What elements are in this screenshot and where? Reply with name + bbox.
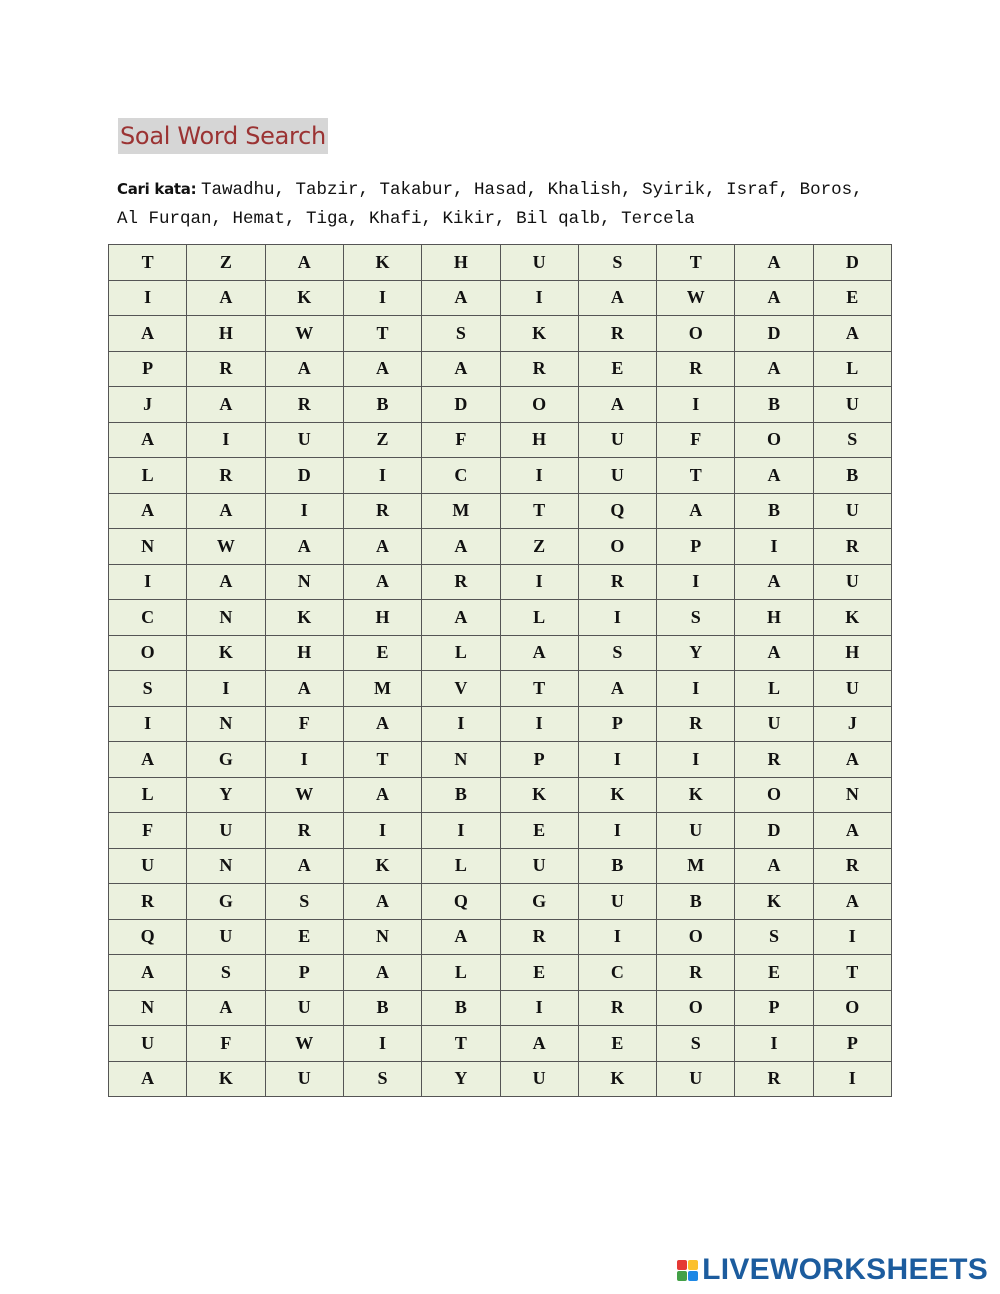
grid-cell[interactable]: K <box>578 777 656 813</box>
grid-row <box>109 671 892 707</box>
grid-cell[interactable]: Y <box>657 635 735 671</box>
grid-cell[interactable]: K <box>265 280 343 316</box>
grid-cell[interactable]: I <box>578 919 656 955</box>
grid-cell[interactable]: I <box>657 671 735 707</box>
grid-cell[interactable]: I <box>578 742 656 778</box>
grid-cell[interactable]: I <box>422 813 500 849</box>
grid-cell[interactable]: R <box>265 813 343 849</box>
grid-cell[interactable]: L <box>735 671 813 707</box>
grid-cell[interactable]: U <box>109 848 187 884</box>
grid-cell[interactable]: U <box>500 245 578 281</box>
grid-cell[interactable]: A <box>422 280 500 316</box>
grid-cell[interactable]: G <box>500 884 578 920</box>
grid-cell[interactable]: I <box>109 706 187 742</box>
grid-cell[interactable]: C <box>578 955 656 991</box>
grid-cell[interactable]: F <box>187 1026 265 1062</box>
grid-cell[interactable]: U <box>187 919 265 955</box>
grid-cell[interactable]: A <box>813 316 891 352</box>
grid-cell[interactable]: N <box>422 742 500 778</box>
grid-cell[interactable]: P <box>735 990 813 1026</box>
grid-row <box>109 387 892 423</box>
grid-cell[interactable]: I <box>500 706 578 742</box>
grid-cell[interactable]: U <box>578 884 656 920</box>
grid-cell[interactable]: A <box>343 884 421 920</box>
grid-cell[interactable]: F <box>109 813 187 849</box>
grid-cell[interactable]: O <box>578 529 656 565</box>
grid-row <box>109 990 892 1026</box>
grid-cell[interactable]: A <box>265 671 343 707</box>
grid-cell[interactable]: Q <box>578 493 656 529</box>
grid-cell[interactable]: U <box>813 564 891 600</box>
grid-cell[interactable]: K <box>735 884 813 920</box>
grid-cell[interactable]: S <box>657 600 735 636</box>
grid-cell[interactable]: P <box>265 955 343 991</box>
grid-cell[interactable]: W <box>265 316 343 352</box>
grid-cell[interactable]: S <box>187 955 265 991</box>
grid-cell[interactable]: E <box>578 1026 656 1062</box>
grid-cell[interactable]: W <box>265 1026 343 1062</box>
grid-row <box>109 245 892 281</box>
grid-cell[interactable]: A <box>265 245 343 281</box>
grid-cell[interactable]: A <box>422 600 500 636</box>
grid-cell[interactable]: I <box>657 387 735 423</box>
grid-cell[interactable]: E <box>735 955 813 991</box>
grid-cell[interactable]: I <box>500 280 578 316</box>
grid-cell[interactable]: K <box>500 777 578 813</box>
grid-cell[interactable]: O <box>735 777 813 813</box>
grid-cell[interactable]: K <box>343 245 421 281</box>
grid-cell[interactable]: W <box>265 777 343 813</box>
grid-cell[interactable]: A <box>422 351 500 387</box>
grid-cell[interactable]: A <box>109 422 187 458</box>
grid-row <box>109 742 892 778</box>
grid-cell[interactable]: U <box>578 458 656 494</box>
grid-cell[interactable]: T <box>657 245 735 281</box>
grid-cell[interactable]: A <box>500 1026 578 1062</box>
grid-cell[interactable]: R <box>578 316 656 352</box>
grid-cell[interactable]: T <box>343 316 421 352</box>
grid-cell[interactable]: I <box>343 280 421 316</box>
grid-cell[interactable]: T <box>343 742 421 778</box>
grid-cell[interactable]: U <box>813 387 891 423</box>
grid-cell[interactable]: I <box>735 1026 813 1062</box>
grid-cell[interactable]: R <box>657 706 735 742</box>
grid-cell[interactable]: A <box>265 529 343 565</box>
grid-row <box>109 280 892 316</box>
word-list-line-1: Tawadhu, Tabzir, Takabur, Hasad, Khalish, Syirik, Israf, Boros, <box>201 180 863 200</box>
grid-cell[interactable]: H <box>735 600 813 636</box>
grid-cell[interactable]: I <box>735 529 813 565</box>
grid-row <box>109 316 892 352</box>
grid-cell[interactable]: J <box>109 387 187 423</box>
grid-cell[interactable]: A <box>578 280 656 316</box>
grid-row <box>109 919 892 955</box>
grid-cell[interactable]: A <box>735 351 813 387</box>
brand-footer <box>677 1252 988 1288</box>
grid-row <box>109 813 892 849</box>
grid-cell[interactable]: L <box>500 600 578 636</box>
grid-cell[interactable]: A <box>109 955 187 991</box>
grid-cell[interactable]: A <box>813 884 891 920</box>
grid-row <box>109 706 892 742</box>
grid-cell[interactable]: B <box>422 990 500 1026</box>
grid-cell[interactable]: U <box>187 813 265 849</box>
grid-cell[interactable]: A <box>109 1061 187 1097</box>
grid-cell[interactable]: T <box>657 458 735 494</box>
grid-row <box>109 1061 892 1097</box>
grid-cell[interactable]: G <box>187 884 265 920</box>
grid-cell[interactable]: A <box>343 955 421 991</box>
grid-row <box>109 955 892 991</box>
grid-cell[interactable]: A <box>578 671 656 707</box>
grid-row <box>109 458 892 494</box>
grid-cell[interactable]: O <box>500 387 578 423</box>
grid-cell[interactable]: U <box>265 1061 343 1097</box>
grid-cell[interactable]: H <box>265 635 343 671</box>
grid-cell[interactable]: A <box>343 351 421 387</box>
grid-cell[interactable]: I <box>813 919 891 955</box>
grid-cell[interactable]: V <box>422 671 500 707</box>
grid-cell[interactable]: R <box>657 351 735 387</box>
grid-cell[interactable]: R <box>187 458 265 494</box>
grid-cell[interactable]: B <box>343 990 421 1026</box>
grid-cell[interactable]: A <box>735 635 813 671</box>
page-title: Soal Word Search <box>118 118 328 154</box>
grid-cell[interactable]: A <box>187 387 265 423</box>
grid-cell[interactable]: A <box>187 564 265 600</box>
grid-cell[interactable]: R <box>657 955 735 991</box>
grid-cell[interactable]: U <box>265 990 343 1026</box>
grid-cell[interactable]: L <box>422 635 500 671</box>
grid-cell[interactable]: M <box>343 671 421 707</box>
grid-cell[interactable]: K <box>343 848 421 884</box>
grid-cell[interactable]: M <box>422 493 500 529</box>
grid-cell[interactable]: R <box>422 564 500 600</box>
grid-cell[interactable]: S <box>578 245 656 281</box>
grid-cell[interactable]: B <box>657 884 735 920</box>
instructions <box>117 175 917 233</box>
grid-cell[interactable]: I <box>422 706 500 742</box>
grid-cell[interactable]: A <box>109 742 187 778</box>
grid-cell[interactable]: K <box>265 600 343 636</box>
grid-cell[interactable]: R <box>187 351 265 387</box>
grid-cell[interactable]: N <box>265 564 343 600</box>
grid-cell[interactable]: U <box>500 848 578 884</box>
grid-cell[interactable]: I <box>578 813 656 849</box>
grid-row <box>109 884 892 920</box>
grid-row <box>109 600 892 636</box>
grid-cell[interactable]: P <box>657 529 735 565</box>
grid-cell[interactable]: A <box>578 387 656 423</box>
grid-cell[interactable]: I <box>343 458 421 494</box>
grid-row <box>109 848 892 884</box>
grid-row <box>109 351 892 387</box>
grid-cell[interactable]: A <box>109 316 187 352</box>
grid-cell[interactable]: S <box>343 1061 421 1097</box>
grid-cell[interactable]: A <box>422 529 500 565</box>
grid-cell[interactable]: T <box>813 955 891 991</box>
grid-cell[interactable]: I <box>187 422 265 458</box>
grid-cell[interactable]: Z <box>343 422 421 458</box>
grid-cell[interactable]: A <box>343 529 421 565</box>
grid-row <box>109 777 892 813</box>
grid-cell[interactable]: L <box>109 458 187 494</box>
grid-cell[interactable]: H <box>343 600 421 636</box>
grid-cell[interactable]: B <box>422 777 500 813</box>
grid-cell[interactable]: S <box>109 671 187 707</box>
grid-cell[interactable]: O <box>657 316 735 352</box>
grid-cell[interactable]: E <box>265 919 343 955</box>
grid-cell[interactable]: D <box>735 316 813 352</box>
grid-cell[interactable]: Q <box>109 919 187 955</box>
grid-cell[interactable]: R <box>813 848 891 884</box>
grid-cell[interactable]: Z <box>500 529 578 565</box>
grid-row <box>109 635 892 671</box>
grid-cell[interactable]: I <box>657 742 735 778</box>
grid-cell[interactable]: K <box>187 1061 265 1097</box>
grid-cell[interactable]: A <box>343 777 421 813</box>
grid-cell[interactable]: G <box>187 742 265 778</box>
grid-cell[interactable]: I <box>109 280 187 316</box>
grid-cell[interactable]: D <box>735 813 813 849</box>
brand-wordmark: LIVEWORKSHEETS <box>702 1253 988 1286</box>
grid-cell[interactable]: A <box>735 280 813 316</box>
grid-cell[interactable]: I <box>187 671 265 707</box>
grid-cell[interactable]: E <box>500 955 578 991</box>
grid-cell[interactable]: I <box>500 564 578 600</box>
grid-cell[interactable]: N <box>109 990 187 1026</box>
grid-cell[interactable]: A <box>735 245 813 281</box>
grid-cell[interactable]: U <box>813 671 891 707</box>
grid-cell[interactable]: S <box>265 884 343 920</box>
grid-cell[interactable]: I <box>343 813 421 849</box>
grid-cell[interactable]: T <box>500 493 578 529</box>
grid-cell[interactable]: N <box>109 529 187 565</box>
grid-cell[interactable]: F <box>657 422 735 458</box>
grid-cell[interactable]: U <box>109 1026 187 1062</box>
grid-cell[interactable]: O <box>735 422 813 458</box>
grid-cell[interactable]: I <box>265 742 343 778</box>
grid-cell[interactable]: U <box>265 422 343 458</box>
grid-row <box>109 493 892 529</box>
grid-cell[interactable]: L <box>422 955 500 991</box>
grid-cell[interactable]: A <box>657 493 735 529</box>
grid-cell[interactable]: W <box>187 529 265 565</box>
grid-row <box>109 1026 892 1062</box>
grid-cell[interactable]: S <box>422 316 500 352</box>
grid-cell[interactable]: Y <box>422 1061 500 1097</box>
grid-cell[interactable]: N <box>187 848 265 884</box>
grid-cell[interactable]: I <box>500 458 578 494</box>
grid-cell[interactable]: N <box>813 777 891 813</box>
grid-cell[interactable]: H <box>813 635 891 671</box>
grid-cell[interactable]: Q <box>422 884 500 920</box>
grid-cell[interactable]: T <box>422 1026 500 1062</box>
grid-cell[interactable]: R <box>813 529 891 565</box>
grid-cell[interactable]: A <box>343 564 421 600</box>
grid-cell[interactable]: U <box>813 493 891 529</box>
grid-cell[interactable]: R <box>735 1061 813 1097</box>
grid-cell[interactable]: A <box>265 848 343 884</box>
grid-cell[interactable]: A <box>735 848 813 884</box>
grid-cell[interactable]: L <box>109 777 187 813</box>
grid-cell[interactable]: U <box>500 1061 578 1097</box>
grid-cell[interactable]: F <box>422 422 500 458</box>
grid-cell[interactable]: I <box>813 1061 891 1097</box>
grid-cell[interactable]: H <box>187 316 265 352</box>
grid-cell[interactable]: P <box>813 1026 891 1062</box>
grid-cell[interactable]: R <box>109 884 187 920</box>
grid-cell[interactable]: P <box>578 706 656 742</box>
grid-cell[interactable]: F <box>265 706 343 742</box>
grid-cell[interactable]: A <box>265 351 343 387</box>
grid-cell[interactable]: S <box>813 422 891 458</box>
grid-cell[interactable]: O <box>813 990 891 1026</box>
grid-cell[interactable]: R <box>578 564 656 600</box>
grid-cell[interactable]: N <box>187 706 265 742</box>
grid-cell[interactable]: M <box>657 848 735 884</box>
grid-cell[interactable]: K <box>813 600 891 636</box>
liveworksheets-logo-icon <box>677 1260 698 1281</box>
grid-cell[interactable]: T <box>109 245 187 281</box>
grid-cell[interactable]: D <box>813 245 891 281</box>
grid-cell[interactable]: L <box>422 848 500 884</box>
grid-cell[interactable]: I <box>343 1026 421 1062</box>
word-list-line-2: Al Furqan, Hemat, Tiga, Khafi, Kikir, Bil qalb, Tercela <box>117 209 695 229</box>
grid-cell[interactable]: R <box>578 990 656 1026</box>
grid-cell[interactable]: S <box>578 635 656 671</box>
grid-cell[interactable]: N <box>187 600 265 636</box>
word-search-grid <box>108 244 892 1097</box>
grid-cell[interactable]: A <box>813 813 891 849</box>
grid-cell[interactable]: J <box>813 706 891 742</box>
grid-cell[interactable]: S <box>735 919 813 955</box>
grid-cell[interactable]: R <box>343 493 421 529</box>
grid-cell[interactable]: B <box>578 848 656 884</box>
grid-row <box>109 564 892 600</box>
grid-cell[interactable]: E <box>500 813 578 849</box>
grid-cell[interactable]: P <box>109 351 187 387</box>
grid-cell[interactable]: A <box>109 493 187 529</box>
grid-cell[interactable]: I <box>578 600 656 636</box>
grid-cell[interactable]: A <box>735 458 813 494</box>
grid-cell[interactable]: N <box>343 919 421 955</box>
grid-cell[interactable]: I <box>265 493 343 529</box>
grid-cell[interactable]: A <box>813 742 891 778</box>
grid-cell[interactable]: C <box>422 458 500 494</box>
grid-cell[interactable]: A <box>187 990 265 1026</box>
grid-cell[interactable]: A <box>343 706 421 742</box>
grid-cell[interactable]: A <box>187 493 265 529</box>
grid-cell[interactable]: R <box>500 919 578 955</box>
grid-cell[interactable]: O <box>109 635 187 671</box>
grid-cell[interactable]: B <box>343 387 421 423</box>
grid-cell[interactable]: K <box>500 316 578 352</box>
grid-cell[interactable]: B <box>735 493 813 529</box>
grid-cell[interactable]: U <box>657 813 735 849</box>
grid-cell[interactable]: C <box>109 600 187 636</box>
grid-row <box>109 529 892 565</box>
grid-cell[interactable]: A <box>735 564 813 600</box>
grid-cell[interactable]: H <box>500 422 578 458</box>
grid-cell[interactable]: K <box>657 777 735 813</box>
grid-cell[interactable]: E <box>578 351 656 387</box>
grid-cell[interactable]: A <box>422 919 500 955</box>
grid-cell[interactable]: O <box>657 919 735 955</box>
grid-cell[interactable]: K <box>578 1061 656 1097</box>
grid-cell[interactable]: B <box>813 458 891 494</box>
grid-cell[interactable]: D <box>265 458 343 494</box>
grid-cell[interactable]: D <box>422 387 500 423</box>
grid-row <box>109 422 892 458</box>
grid-cell[interactable]: A <box>187 280 265 316</box>
instructions-label: Cari kata: <box>117 180 197 198</box>
grid-cell[interactable]: L <box>813 351 891 387</box>
grid-cell[interactable]: Y <box>187 777 265 813</box>
grid-cell[interactable]: R <box>500 351 578 387</box>
grid-cell[interactable]: E <box>343 635 421 671</box>
grid-cell[interactable]: A <box>500 635 578 671</box>
grid-cell[interactable]: U <box>735 706 813 742</box>
grid-cell[interactable]: U <box>657 1061 735 1097</box>
grid-cell[interactable]: T <box>500 671 578 707</box>
grid-cell[interactable]: I <box>109 564 187 600</box>
grid-cell[interactable]: P <box>500 742 578 778</box>
grid-cell[interactable]: R <box>735 742 813 778</box>
grid-cell[interactable]: O <box>657 990 735 1026</box>
grid-cell[interactable]: H <box>422 245 500 281</box>
grid-cell[interactable]: W <box>657 280 735 316</box>
grid-cell[interactable]: R <box>265 387 343 423</box>
grid-cell[interactable]: I <box>500 990 578 1026</box>
grid-cell[interactable]: U <box>578 422 656 458</box>
grid-cell[interactable]: K <box>187 635 265 671</box>
grid-cell[interactable]: I <box>657 564 735 600</box>
grid-cell[interactable]: E <box>813 280 891 316</box>
grid-cell[interactable]: Z <box>187 245 265 281</box>
grid-cell[interactable]: S <box>657 1026 735 1062</box>
grid-cell[interactable]: B <box>735 387 813 423</box>
